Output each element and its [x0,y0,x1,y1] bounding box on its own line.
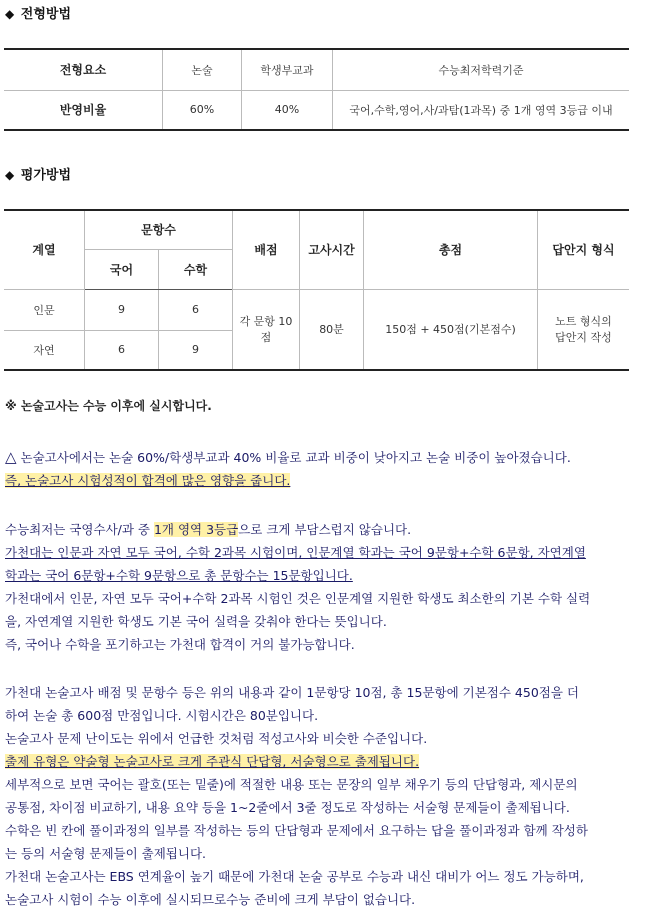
header-cell: 수능최저학력기준 [333,49,630,90]
header-cell: 논술 [163,49,242,90]
table-cell: 반영비율 [4,90,163,130]
paragraph-2 [5,518,637,656]
text-line: 가천대 논술고사 배점 및 문항수 등은 위의 내용과 같이 1문항당 10점, 총 15문항에 기본점수 450점을 더 [5,685,579,700]
table-cell: 80분 [300,289,364,370]
header-cell: 답안지 형식 [538,210,630,289]
text-line [5,564,637,587]
header-cell: 계열 [4,210,85,289]
table-cell: 인문 [4,289,85,330]
text: 수능최저는 국영수사/과 중 [5,522,154,537]
section-heading-evaluation [5,164,71,183]
table-cell: 6 [159,289,233,330]
text: 논술고사에서는 논술 60%/학생부교과 40% 비율로 교과 비중이 낮아지고 논술 비중이 높아졌습니다. [20,450,571,465]
table-cell: 40% [242,90,333,130]
header-cell: 국어 [85,249,159,289]
highlighted-text: 1개 영역 3등급 [153,522,239,537]
text-line: 수학은 빈 칸에 풀이과정의 일부를 작성하는 등의 단답형과 문제에서 요구하는 답을 풀이과정과 함께 작성하 [5,823,588,838]
text-line: 하여 논술 총 600점 만점입니다. 시험시간은 80분입니다. [5,708,319,723]
text-line: 을, 자연계열 지원한 학생도 기본 국어 실력을 갖춰야 한다는 뜻입니다. [5,614,387,629]
header-cell: 총점 [364,210,538,289]
table-row [4,289,629,330]
table-cell: 60% [163,90,242,130]
header-cell: 고사시간 [300,210,364,289]
evaluation-method-table [4,209,629,371]
highlighted-text: 즉, 논술고사 시험성적이 합격에 많은 영향을 줍니다. [5,473,291,488]
underlined-text: 학과는 국어 6문항+수학 9문항으로 총 문항수는 15문항입니다. [5,568,353,583]
diamond-icon: ◆ [5,7,15,21]
underlined-text: 가천대는 인문과 자연 모두 국어, 수학 2과목 시험이며, 인문계열 학과는 국어 9문항+수학 6문항, 자연계열 [5,545,586,560]
table-cell: 9 [85,289,159,330]
header-cell: 학생부교과 [242,49,333,90]
text: 으로 크게 부담스럽지 않습니다. [238,522,412,537]
section-heading-method [5,3,71,22]
table-row [4,90,629,130]
table-row [4,49,629,90]
paragraph-3 [5,681,637,911]
table-cell: 노트 형식의 답안지 작성 [538,289,630,370]
table-row [4,210,629,249]
text-line: 는 등의 서술형 문제들이 출제됩니다. [5,846,206,861]
text-line: 공통점, 차이점 비교하기, 내용 요약 등을 1~2줄에서 3줄 정도로 작성하는 서술형 문제들이 출제됩니다. [5,800,570,815]
table-cell: 국어,수학,영어,사/과탐(1과목) 중 1개 영역 3등급 이내 [333,90,630,130]
text-line [5,518,637,541]
table-cell: 150점 + 450점(기본점수) [364,289,538,370]
highlighted-text: 출제 유형은 약술형 논술고사로 크게 주관식 단답형, 서술형으로 출제됩니다. [5,754,420,769]
paragraph-1 [5,446,637,492]
text-line: 논술고사 시험이 수능 이후에 실시되므로수능 준비에 크게 부담이 없습니다. [5,892,416,907]
header-cell: 수학 [159,249,233,289]
section1-title: 전형방법 [20,7,71,22]
header-cell: 전형요소 [4,49,163,90]
admission-method-table [4,48,629,131]
table-cell: 9 [159,330,233,370]
table-cell: 각 문항 10점 [233,289,300,370]
table-cell: 자연 [4,330,85,370]
text-line: 논술고사 문제 난이도는 위에서 언급한 것처럼 적성고사와 비슷한 수준입니다. [5,731,428,746]
triangle-icon: △ [5,448,17,466]
text-line: 가천대 논술고사는 EBS 연계율이 높기 때문에 가천대 논술 공부로 수능과 내신 대비가 어느 정도 가능하며, [5,869,584,884]
text-line [5,750,637,773]
header-cell: 배점 [233,210,300,289]
section2-title: 평가방법 [20,168,71,183]
exam-timing-note: ※ 논술고사는 수능 이후에 실시합니다. [5,399,212,413]
diamond-icon: ◆ [5,168,15,182]
header-cell: 문항수 [85,210,233,249]
text-line: 가천대에서 인문, 자연 모두 국어+수학 2과목 시험인 것은 인문계열 지원한 학생도 최소한의 기본 수학 실력 [5,591,591,606]
text-line: 즉, 국어나 수학을 포기하고는 가천대 합격이 거의 불가능합니다. [5,637,355,652]
text-line: 세부적으로 보면 국어는 괄호(또는 밑줄)에 적절한 내용 또는 문장의 일부 채우기 등의 단답형과, 제시문의 [5,777,578,792]
table-cell: 6 [85,330,159,370]
text-line [5,446,637,469]
text-line [5,469,637,492]
